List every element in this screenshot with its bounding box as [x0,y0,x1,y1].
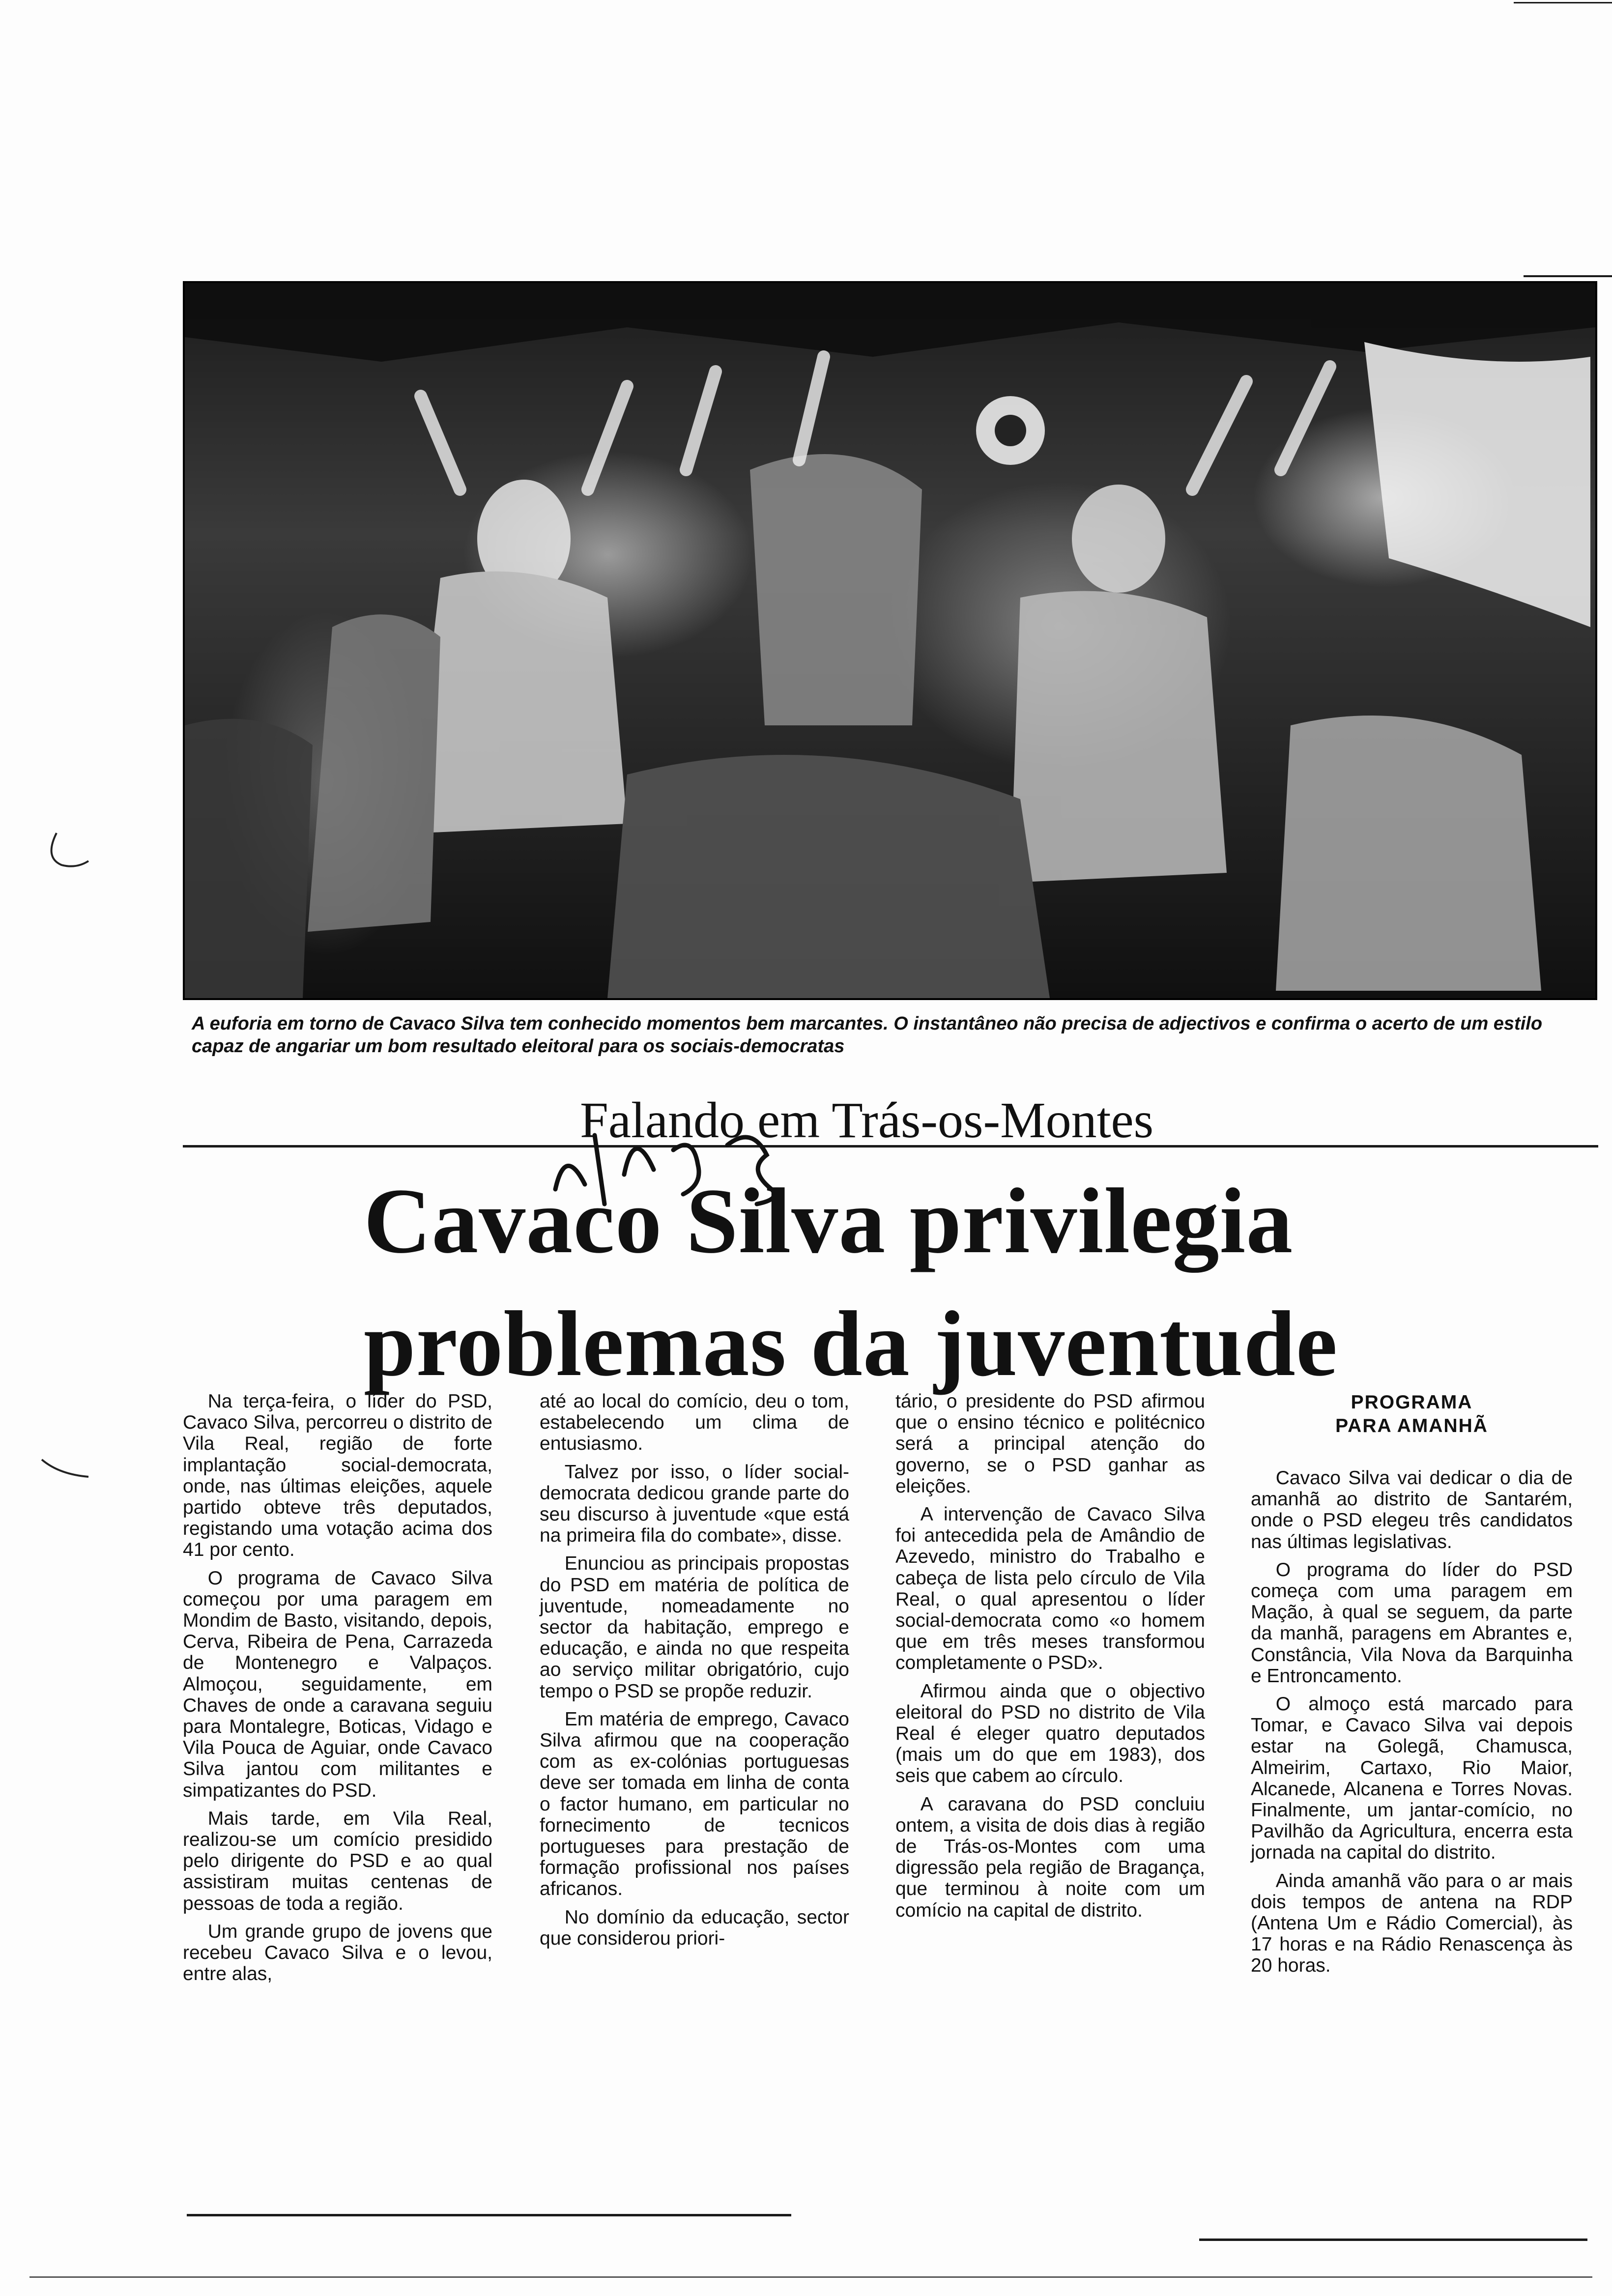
bottom-rule-right [1199,2239,1587,2241]
headline [364,1160,1494,1406]
top-rule [1514,2,1612,3]
article-column-3 [895,1391,1205,1921]
photo-side-rule [1524,275,1612,277]
article-paragraph: No domínio da educação, sector que considerou priori- [540,1906,849,1949]
margin-mark-bottom [39,1455,93,1484]
photo-shapes [185,283,1595,998]
article-column-2 [540,1391,849,1949]
article-column-1 [183,1391,492,1984]
sidebar-paragraph: O programa do líder do PSD começa com uma paragem em Mação, à qual se seguem, da parte da manhã, paragens em Abrantes e, Constância, Vila Nova da Barquinha e Entroncamento. [1251,1559,1573,1687]
footer-rule [29,2276,1592,2278]
sidebar-paragraph: Cavaco Silva vai dedicar o dia de amanhã ao distrito de Santarém, onde o PSD elegeu três candidatos nas últimas legislativas. [1251,1467,1573,1552]
headline-line-1: Cavaco Silva privilegia [364,1170,1294,1273]
article-paragraph: tário, o presidente do PSD afirmou que o ensino técnico e politécnico será a principal atenção do governo, se o PSD ganhar as eleições. [895,1391,1205,1497]
sidebar-title [1251,1391,1573,1438]
article-paragraph: Mais tarde, em Vila Real, realizou-se um comício presidido pelo dirigente do PSD e ao qual assistiram muitas centenas de pessoas de toda a região. [183,1808,492,1914]
program-sidebar [1251,1391,1573,1977]
handwritten-annotation [550,1116,806,1214]
sidebar-title-line-1: PROGRAMA [1351,1392,1473,1413]
sidebar-title-line-2: PARA AMANHÃ [1335,1415,1488,1436]
sidebar-paragraph: O almoço está marcado para Tomar, e Cavaco Silva vai depois estar na Golegã, Chamusca, Almeirim, Cartaxo, Rio Maior, Alcanede, Alcanena e Torres Novas. Finalmente, um jantar-comício, no Pavilhão da Agricultura, encerra esta jornada na capital do distrito. [1251,1693,1573,1864]
sidebar-paragraph: Ainda amanhã vão para o ar mais dois tempos de antena na RDP (Antena Um e Rádio Comercial), às 17 horas e na Rádio Renascença às 20 horas. [1251,1870,1573,1977]
photo-caption: A euforia em torno de Cavaco Silva tem conhecido momentos bem marcantes. O instantâneo não precisa de adjectivos e confirma o acerto de um estilo capaz de angariar um bom resultado eleitoral para os sociais-democratas [192,1013,1543,1057]
article-paragraph: A caravana do PSD concluiu ontem, a visita de dois dias à região de Trás-os-Montes com uma digressão pela região de Bragança, que terminou à noite com um comício na capital de distrito. [895,1793,1205,1921]
article-paragraph: Na terça-feira, o líder do PSD, Cavaco Silva, percorreu o distrito de Vila Real, região de forte implantação social-democrata, onde, nas últimas eleições, aquele partido obteve três deputados, registando uma votação acima dos 41 por cento. [183,1391,492,1561]
bottom-rule-left [187,2214,791,2216]
article-paragraph: até ao local do comício, deu o tom, estabelecendo um clima de entusiasmo. [540,1391,849,1455]
margin-mark-top [42,831,96,870]
article-paragraph: Enunciou as principais propostas do PSD em matéria de política de juventude, nomeadamente no sector da habitação, emprego e educação, e ainda no que respeita ao serviço militar obrigatório, cujo tempo o PSD se propõe reduzir. [540,1553,849,1702]
kicker: Falando em Trás-os-Montes [580,1092,1154,1148]
article-paragraph: Um grande grupo de jovens que recebeu Cavaco Silva e o levou, entre alas, [183,1921,492,1985]
article-paragraph: O programa de Cavaco Silva começou por uma paragem em Mondim de Basto, visitando, depois, Cerva, Ribeira de Pena, Carrazeda de Montenegro e Valpaços. Almoçou, seguidamente, em Chaves de onde a caravana seguiu para Montalegre, Boticas, Vidago e Vila Pouca de Aguiar, onde Cavaco Silva jantou com militantes e simpatizantes do PSD. [183,1567,492,1801]
article-paragraph: Talvez por isso, o líder social-democrata dedicou grande parte do seu discurso à juventude «que está na primeira fila do combate», disse. [540,1461,849,1547]
headline-line-2: problemas da juventude [364,1292,1338,1396]
article-paragraph: Afirmou ainda que o objectivo eleitoral do PSD no distrito de Vila Real é eleger quatro deputados (mais um do que em 1983), dos seis que cabem ao círculo. [895,1680,1205,1787]
crowd-photograph [183,281,1597,1000]
article-paragraph: Em matéria de emprego, Cavaco Silva afirmou que na cooperação com as ex-colónias portuguesas deve ser tomada em linha de conta o factor humano, em particular no fornecimento de tecnicos portugueses para prestação de formação profissional nos países africanos. [540,1708,849,1900]
article-paragraph: A intervenção de Cavaco Silva foi antecedida pela de Amândio de Azevedo, ministro do Trabalho e cabeça de lista pelo círculo de Vila Real, o qual apresentou o líder social-democrata como «o homem que em três meses transformou completamente o PSD». [895,1504,1205,1674]
